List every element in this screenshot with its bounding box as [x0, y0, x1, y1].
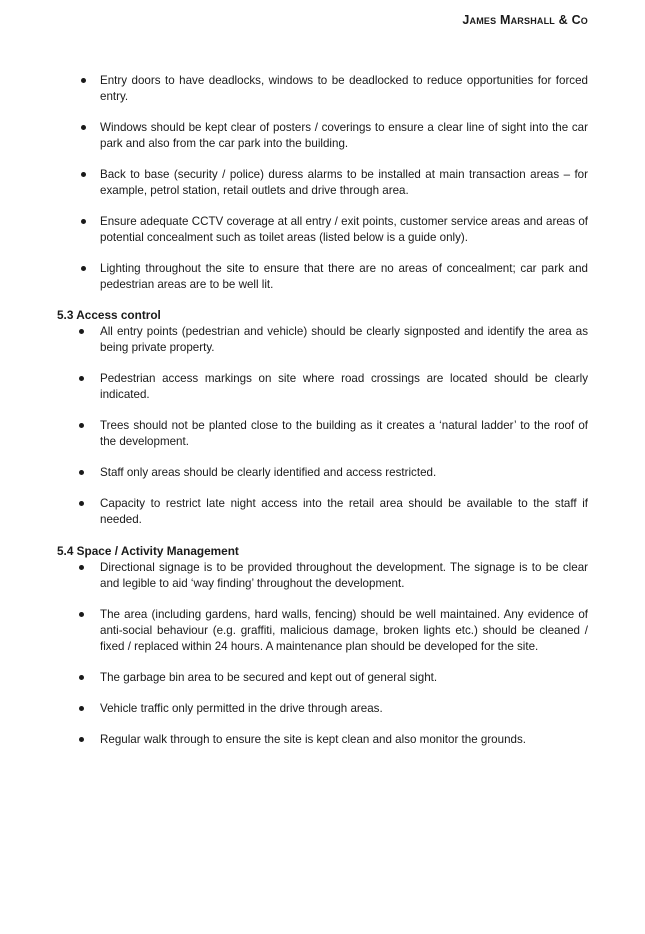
- bullet-icon: [79, 423, 84, 428]
- list-item-text: Entry doors to have deadlocks, windows to be deadlocked to reduce opportunities for forced entry.: [100, 74, 588, 103]
- bullet-icon: [79, 376, 84, 381]
- section-space-activity-management: [57, 543, 588, 748]
- list-item-text: Staff only areas should be clearly identified and access restricted.: [100, 466, 437, 479]
- bullet-icon: [81, 219, 86, 224]
- section-access-control: [57, 307, 588, 528]
- list-item: [57, 261, 588, 293]
- bullet-icon: [79, 706, 84, 711]
- list-item: [57, 418, 588, 450]
- bullet-icon: [81, 125, 86, 130]
- bullet-icon: [79, 737, 84, 742]
- bullet-icon: [79, 470, 84, 475]
- list-item-text: Capacity to restrict late night access into the retail area should be available to the staff if needed.: [100, 497, 588, 526]
- list-item: [57, 324, 588, 356]
- list-item: [57, 607, 588, 655]
- section-heading: 5.3 Access control: [57, 308, 161, 322]
- bullet-icon: [81, 172, 86, 177]
- list-item-text: Regular walk through to ensure the site is kept clean and also monitor the grounds.: [100, 733, 526, 746]
- page-header-company: James Marshall & Co: [462, 13, 588, 27]
- list-item-text: Vehicle traffic only permitted in the drive through areas.: [100, 702, 383, 715]
- list-item: [57, 167, 588, 199]
- list-item: [57, 465, 588, 481]
- list-item: [57, 670, 588, 686]
- space-activity-bullet-list: [57, 560, 588, 748]
- list-item: [57, 120, 588, 152]
- list-item-text: Ensure adequate CCTV coverage at all entry / exit points, customer service areas and areas of potential concealment such as toilet areas (listed below is a guide only).: [100, 215, 588, 244]
- bullet-icon: [79, 675, 84, 680]
- page-content: [57, 73, 588, 763]
- list-item: [57, 732, 588, 748]
- bullet-icon: [81, 78, 86, 83]
- list-item-text: Windows should be kept clear of posters / coverings to ensure a clear line of sight into the car park and also from the car park into the building.: [100, 121, 588, 150]
- intro-bullet-list: [57, 73, 588, 293]
- list-item-text: Trees should not be planted close to the building as it creates a ‘natural ladder’ to the roof of the development.: [100, 419, 588, 448]
- list-item-text: All entry points (pedestrian and vehicle) should be clearly signposted and identify the area as being private property.: [100, 325, 588, 354]
- bullet-icon: [79, 501, 84, 506]
- list-item-text: The area (including gardens, hard walls, fencing) should be well maintained. Any evidence of anti-social behaviour (e.g. graffiti, malicious damage, broken lights etc.) should be cleaned / fixed / replaced within 24 hours. A maintenance plan should be developed for the site.: [100, 608, 588, 653]
- bullet-icon: [79, 565, 84, 570]
- bullet-icon: [79, 329, 84, 334]
- list-item: [57, 73, 588, 105]
- bullet-icon: [79, 612, 84, 617]
- list-item-text: Back to base (security / police) duress alarms to be installed at main transaction areas – for example, petrol station, retail outlets and drive through area.: [100, 168, 588, 197]
- list-item-text: Directional signage is to be provided throughout the development. The signage is to be clear and legible to aid ‘way finding’ throughout the development.: [100, 561, 588, 590]
- bullet-icon: [81, 266, 86, 271]
- list-item-text: Lighting throughout the site to ensure that there are no areas of concealment; car park and pedestrian areas are to be well lit.: [100, 262, 588, 291]
- list-item: [57, 496, 588, 528]
- list-item: [57, 560, 588, 592]
- list-item: [57, 701, 588, 717]
- list-item-text: Pedestrian access markings on site where road crossings are located should be clearly indicated.: [100, 372, 588, 401]
- access-control-bullet-list: [57, 324, 588, 528]
- list-item: [57, 371, 588, 403]
- list-item-text: The garbage bin area to be secured and kept out of general sight.: [100, 671, 438, 684]
- list-item: [57, 214, 588, 246]
- section-heading: 5.4 Space / Activity Management: [57, 544, 239, 558]
